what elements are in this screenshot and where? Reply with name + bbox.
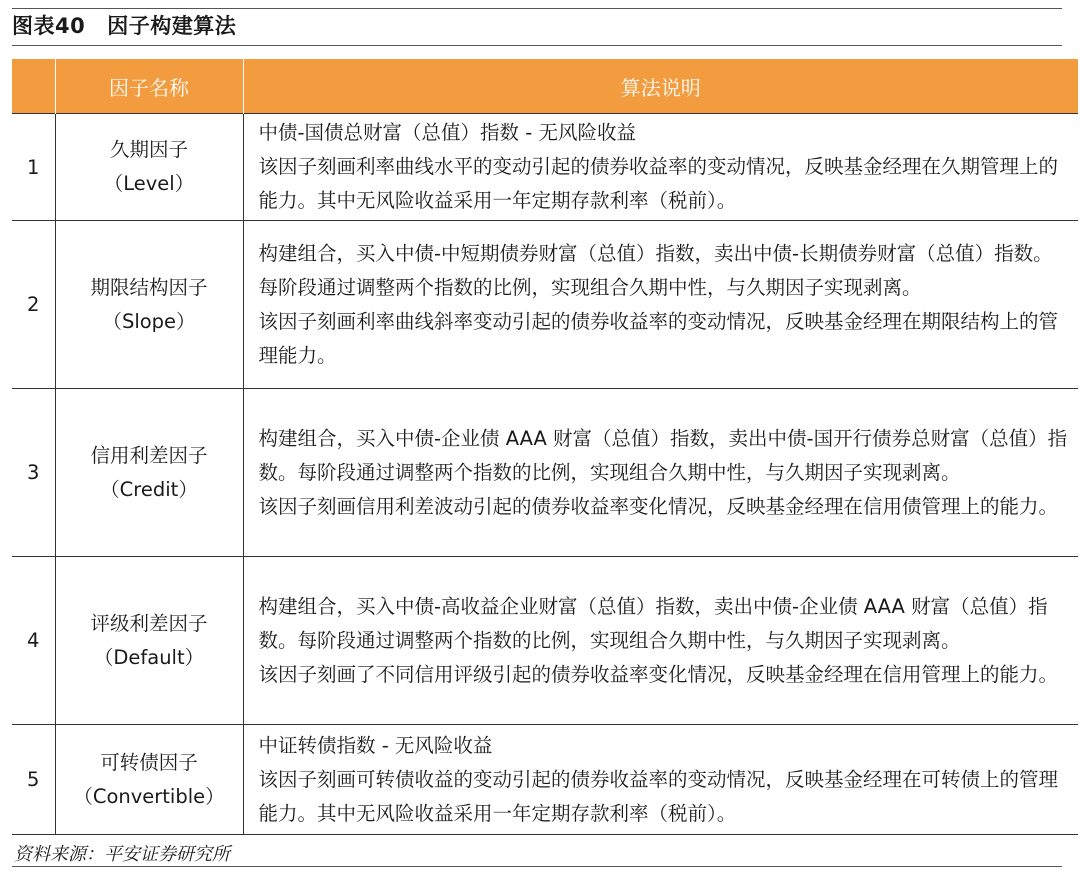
factor-name-en: （Credit） xyxy=(100,477,198,501)
factor-name: 久期因子 xyxy=(109,138,188,161)
row-index: 2 xyxy=(12,221,55,389)
factor-name-en: （Default） xyxy=(93,645,205,669)
row-index: 1 xyxy=(12,114,55,221)
factor-name: 期限结构因子 xyxy=(90,275,208,299)
factor-name: 评级利差因子 xyxy=(90,611,208,635)
algorithm-line: 构建组合，买入中债-中短期债券财富（总值）指数，卖出中债-长期债券财富（总值）指数。每阶段通过调整两个指数的比例，实现组合久期中性，与久期因子实现剥离。 xyxy=(258,241,1053,299)
algorithm-line: 该因子刻画了不同信用评级引起的债券收益率变化情况，反映基金经理在信用管理上的能力。 xyxy=(258,662,1059,686)
header-factor-name: 因子名称 xyxy=(55,59,243,114)
table-header-row xyxy=(12,59,1078,114)
row-index: 3 xyxy=(12,389,55,557)
algorithm-cell xyxy=(243,389,1078,557)
table-row xyxy=(12,557,1078,725)
algorithm-cell xyxy=(243,221,1078,389)
table-row xyxy=(12,114,1078,221)
figure-title-text: 因子构建算法 xyxy=(107,14,237,38)
row-index: 5 xyxy=(12,725,55,835)
factor-name-cell xyxy=(55,221,243,389)
factor-name-cell xyxy=(55,389,243,557)
factor-name: 信用利差因子 xyxy=(90,443,208,467)
table-row xyxy=(12,389,1078,557)
algorithm-line: 该因子刻画信用利差波动引起的债券收益率变化情况，反映基金经理在信用债管理上的能力。 xyxy=(258,494,1059,518)
table-row xyxy=(12,725,1078,835)
factor-table xyxy=(12,59,1078,835)
header-algorithm: 算法说明 xyxy=(243,59,1078,114)
factor-name-cell xyxy=(55,725,243,835)
algorithm-line: 中债-国债总财富（总值）指数 - 无风险收益 xyxy=(258,121,636,144)
algorithm-cell xyxy=(243,725,1078,835)
factor-name-en: （Slope） xyxy=(102,309,196,333)
top-rule xyxy=(12,8,1062,9)
figure-title xyxy=(12,10,236,40)
algorithm-line: 构建组合，买入中债-企业债 AAA 财富（总值）指数，卖出中债-国开行债券总财富（总值）指数。每阶段通过调整两个指数的比例，实现组合久期中性，与久期因子实现剥离。 xyxy=(258,426,1068,484)
algorithm-line: 构建组合，买入中债-高收益企业财富（总值）指数，卖出中债-企业债 AAA 财富（总值）指数。每阶段通过调整两个指数的比例，实现组合久期中性，与久期因子实现剥离。 xyxy=(258,594,1048,652)
algorithm-line: 该因子刻画利率曲线水平的变动引起的债券收益率的变动情况，反映基金经理在久期管理上的能力。其中无风险收益采用一年定期存款利率（税前）。 xyxy=(258,155,1059,212)
factor-name-en: （Level） xyxy=(103,172,195,195)
title-rule xyxy=(12,45,1062,46)
algorithm-line: 该因子刻画利率曲线斜率变动引起的债券收益率的变动情况，反映基金经理在期限结构上的管理能力。 xyxy=(258,309,1059,367)
algorithm-cell xyxy=(243,557,1078,725)
factor-name: 可转债因子 xyxy=(100,750,198,774)
source-note: 资料来源：平安证券研究所 xyxy=(14,844,230,865)
figure-label: 图表40 xyxy=(12,14,86,38)
factor-name-cell xyxy=(55,114,243,221)
algorithm-cell xyxy=(243,114,1078,221)
algorithm-line: 该因子刻画可转债收益的变动引起的债券收益率的变动情况，反映基金经理在可转债上的管理能力。其中无风险收益采用一年定期存款利率（税前）。 xyxy=(258,767,1059,825)
algorithm-line: 中证转债指数 - 无风险收益 xyxy=(258,733,493,757)
row-index: 4 xyxy=(12,557,55,725)
bottom-rule xyxy=(12,866,1062,867)
header-index xyxy=(12,59,55,114)
factor-name-cell xyxy=(55,557,243,725)
factor-name-en: （Convertible） xyxy=(73,784,225,808)
table-row xyxy=(12,221,1078,389)
